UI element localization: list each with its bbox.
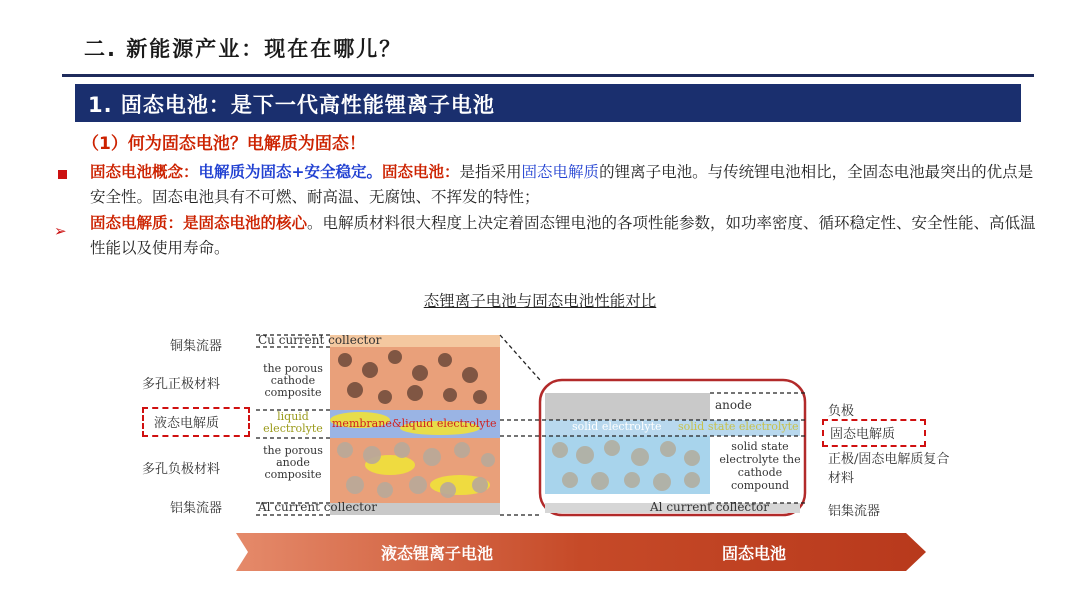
en-anode: the porous anode composite [263,444,323,481]
en-liquid: liquid electrolyte [263,410,323,435]
electrolyte-text: 。电解质材料很大程度上决定着固态锂电池的各项性能参数，如功率密度、循环稳定性、安全性能、高低温性能以及使用寿命。 [90,214,1036,257]
en-right-al: Al current collector [650,500,769,514]
right-label-solid-electrolyte: 固态电解质 [830,427,896,442]
en-right-anode: anode [715,398,752,412]
en-al: Al current collector [258,500,377,514]
en-cathode: the porous cathode composite [263,362,323,399]
membrane-label: membrane&liquid electrolyte [332,417,497,430]
text-1: 是指采用 [459,163,522,181]
arrow-label-solid: 固态电池 [722,544,787,563]
right-label-composite: 正极/固态电解质复合材料 [828,452,950,486]
left-label-al: 铝集流器 [170,501,223,516]
banner-title: 1. 固态电池：是下一代高性能锂离子电池 [88,93,495,117]
arrow-label-liquid: 液态锂离子电池 [381,544,494,563]
right-label-al: 铝集流器 [828,504,881,519]
left-label-anode: 多孔负极材料 [142,462,221,477]
en-solid-state-electrolyte: solid state electrolyte [678,420,799,433]
subheading: （1）何为固态电池？电解质为固态！ [82,134,366,154]
concept-label: 固态电池概念： [90,163,199,181]
en-cu: Cu current collector [258,333,382,347]
paragraph-concept [90,160,1040,210]
electrolyte-label: 固态电解质：是固态电池的核心 [90,214,308,232]
right-label-negative: 负极 [828,404,855,419]
comparison-arrow [236,533,926,571]
figure-caption: 态锂离子电池与固态电池性能对比 [423,292,657,310]
battery-label: 固态电池： [382,163,460,181]
solid-electrolyte-emph: 固态电解质 [521,163,600,181]
section-title: 二. 新能源产业：现在在哪儿？ [84,37,403,61]
arrow-bullet-icon: ➢ [54,222,67,240]
title-rule [62,74,1034,77]
square-bullet-icon [58,170,67,179]
left-label-cu: 铜集流器 [170,339,223,354]
en-cathode-compound: solid state electrolyte the cathode compound [719,440,801,492]
paragraph-electrolyte [90,211,1040,261]
text-2: 的锂离子电池。与传统锂电池相比，全固态电池最突出的优点是安全性。固态电池具有不可燃、耐高温、无腐蚀、不挥发的特性； [90,163,1034,206]
en-solid-electrolyte: solid electrolyte [572,420,662,433]
concept-emph: 电解质为固态+安全稳定。 [198,163,383,181]
left-label-liquid: 液态电解质 [154,416,220,431]
left-label-cathode: 多孔正极材料 [142,377,221,392]
battery-diagram [140,325,960,530]
